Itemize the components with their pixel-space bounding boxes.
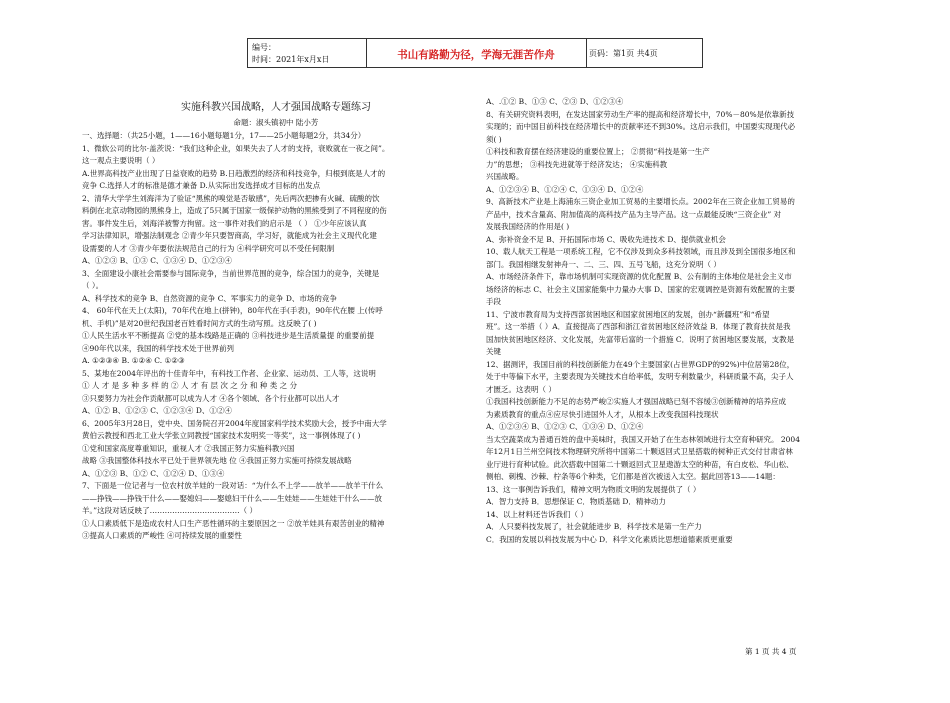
text-line: 料倒在北京动物园的黑熊身上，造成了5只属于国家一级保护动物的黑熊受到了不同程度的伤 <box>82 206 387 215</box>
right-column <box>486 96 880 546</box>
text-line: 部门。我国相继发射神舟一、二、三、四、五号飞船，这充分说明（ ） <box>486 259 721 269</box>
text-line: A、弥补资金不足 B、开拓国际市场 C、吸收先进技术 D、提供就业机会 <box>486 234 726 244</box>
text-line: 11、宁波市教育局为支持西部贫困地区和国家贫困地区的发展，创办“新疆班”和“希望 <box>486 309 770 319</box>
text-line: ④90年代以来，我国的科学技术处于世界前列 <box>82 343 235 353</box>
text-line: 须( ) <box>486 134 502 144</box>
text-line: 才匮乏。这表明（ ） <box>486 384 556 394</box>
text-line: 2、清华大学学生刘海洋为了验证“黑熊的嗅觉是否敏感”，先后两次把掺有火碱、硫酸的饮 <box>82 193 380 203</box>
text-line: A．人只要科技发展了，社会就能进步 B．科学技术是第一生产力 <box>486 522 702 531</box>
text-line: A、.①② B、①③ C、②③ D、①②③④ <box>486 97 624 106</box>
text-line: 设需要的人才 ③青少年要依法规范自己的行为 ④科学研究可以不受任何限制 <box>82 243 335 253</box>
text-line: 羊。”这段对话反映了………………………………（ ） <box>82 506 257 515</box>
text-line: 黄伯云教授和西北工业大学张立同教授“国家技术发明奖一等奖”，这一事例体现了( ) <box>82 431 361 440</box>
page-title: 实施科教兴国战略，人才强国战略专题练习 <box>181 102 371 113</box>
text-line: 14、以上材料还告诉我们（ ） <box>486 509 588 519</box>
header-page-cell <box>586 39 702 67</box>
header-page-label: 页码：第1页 共4页 <box>589 49 658 58</box>
text-line: 一、选择题：（共25小题，1——16小题每题1分，17——25小题每题2分，共34分） <box>82 131 366 140</box>
text-line: 6、2005年3月28日，党中央、国务院召开2004年度国家科学技术奖励大会，授予中南大学 <box>82 418 387 428</box>
text-line: 关键 <box>486 347 501 356</box>
text-line: 3、全面建设小康社会需要参与国际竞争，当前世界范围的竞争，综合国力的竞争，关键是 <box>82 268 380 278</box>
document-header <box>247 38 703 68</box>
text-line: 处于中等偏下水平，主要表现为关键技术自给率低，发明专利数量少，科研质量不高，尖子人 <box>486 372 794 381</box>
text-line: 产品中，技术含量高、附加值高的高科技产品为主导产品。这一点最能反映“三资企业” 对 <box>486 209 782 219</box>
text-line: ①党和国家高度尊重知识，重视人才 ②我国正努力实施科教兴国 <box>82 443 295 453</box>
text-line: A、①②③④ B、①②③ C、①③④ D、①②④ <box>486 422 644 431</box>
text-line: 侧柏、刺槐、沙棘、柠条等6个种类，它们都是首次被送入太空。据此回答13——14题： <box>486 472 780 481</box>
text-line: 年12月1日兰州空间技术物理研究所将中国第二十颗返回式卫星搭载的树种正式交付甘肃省林 <box>486 447 793 456</box>
text-line: 国加快贫困地区经济、文化发展，先富带后富的一个措施 C．说明了贫困地区要发展，支教是 <box>486 334 795 344</box>
text-line: 为素质教育的重点④应尽快引进国外人才，从根本上改变我国科技现状 <box>486 409 719 419</box>
text-line: A、①② B、①②③ C、①②③④ D、①②④ <box>82 406 232 415</box>
text-line: 班”。这一举措（ ）A．直接提高了西部和浙江省贫困地区经济效益 B．体现了教育扶贫是我 <box>486 322 791 331</box>
text-line: 当太空蔬菜成为普通百姓的盘中美味时，我国又开始了在生态林领域进行太空育种研究。 2004 <box>486 434 800 444</box>
text-line: ①我国科技创新能力不足的态势严峻②实施人才强国战略已刻不容缓③创新精神的培养应成 <box>486 397 786 406</box>
text-line: ——挣钱——挣钱干什么——娶媳妇——娶媳妇干什么——生娃娃——生娃娃干什么——放 <box>82 493 382 503</box>
text-line: 13、这一事例告诉我们，精神文明为物质文明的发展提供了（ ） <box>486 484 701 494</box>
header-motto-cell <box>366 39 587 67</box>
header-meta-cell <box>248 39 367 67</box>
left-column <box>82 100 470 543</box>
text-line: 10、载人航天工程是一项系统工程，它不仅涉及到众多科技领域，而且涉及到全国很多地区和 <box>486 247 796 256</box>
right-text-body <box>486 96 880 546</box>
text-line: A、①②③ B、①③ C、①③④ D、①②③④ <box>82 256 232 265</box>
text-line: 这一观点主要说明（ ） <box>82 156 160 165</box>
text-line: 业厅进行育种试验。此次搭载中国第二十颗返回式卫星遨游太空的种苗，有白皮松、华山松、 <box>486 459 794 469</box>
doc-time-label: 时间：2021年x月x日 <box>252 55 330 64</box>
doc-number-label: 编号： <box>252 43 276 52</box>
text-line: 实现的；而中国目前科技在经济增长中的贡献率还不到30%。这启示我们，中国要实现现代必 <box>486 122 796 131</box>
text-line: 手段 <box>486 297 501 306</box>
text-line: A. ①②③④ B. ①②④ C. ①②③ <box>82 356 185 365</box>
text-line: 7、下面是一位记者与一位农村放羊娃的一段对话：“为什么不上学——放羊——放羊干什么 <box>82 481 384 490</box>
text-line: C．我国的发展以科技发展为中心 D．科学文化素质比思想道德素质更重要 <box>486 534 733 544</box>
left-text-body <box>82 130 470 543</box>
text-line: 1、微软公司的比尔·盖茨说：“我们这种企业，如果失去了人才的支持，衰败就在一夜之间”。 <box>82 143 390 153</box>
author-line: 命题：淑头镇初中 陆小芳 <box>233 118 319 127</box>
text-line: 力”的思想； ③科技先进就等于经济发达； ④实施科教 <box>486 159 668 169</box>
page-footer: 第 1 页 共 4 页 <box>745 647 797 656</box>
text-line: 发展我国经济的作用是( ) <box>486 222 570 231</box>
text-line: 学习法律知识，增强法制观念 ②青少年只要智商高，学习好，就能成为社会主义现代化建 <box>82 231 377 240</box>
text-line: ①科技和教育摆在经济建设的重要位置上； ②贯彻“科技是第一生产 <box>486 147 710 156</box>
text-line: 竞争 C.选择人才的标准是德才兼备 D.从实际出发选择成才目标的出发点 <box>82 181 321 190</box>
text-line: 兴国战略。 <box>486 172 524 181</box>
text-line: 战略 ③我国整体科技水平已处于世界领先地 位 ④我国正努力实施可持续发展战略 <box>82 456 352 465</box>
text-line: ③提高人口素质的严峻性 ④可持续发展的重要性 <box>82 531 242 540</box>
text-line: 9、高新技术产业是上海浦东三资企业加工贸易的主要增长点。2002年在三资企业加工贸易的 <box>486 197 795 206</box>
text-line: ①人民生活水平不断提高 ②党的基本线路是正确的 ③科技进步是生活质量提 的重要前提 <box>82 331 375 340</box>
text-line: 害。事件发生后，刘海洋被警方拘留。这一事件对我们的启示是 （ ） ①少年应该认真 <box>82 218 367 228</box>
text-line: ① 人 才 是 多 种 多 样 的 ② 人 才 有 层 次 之 分 和 种 类 之 分 <box>82 381 298 390</box>
text-line: 4、 60年代在天上(太阳)，70年代在地上(拼钟)，80年代在手(手表)，90年代在腰 上(传呼 <box>82 306 383 315</box>
motto-text: 书山有路勤为径，学海无涯苦作舟 <box>397 49 555 61</box>
text-line: A．智力支持 B．思想保证 C．物质基础 D．精神动力 <box>486 497 666 506</box>
text-line: 场经济的标志 C、社会主义国家能集中力量办大事 D、国家的宏观调控是资源有效配置的主要 <box>486 284 796 294</box>
text-line: 8、有关研究资料表明，在发达国家劳动生产率的提高和经济增长中，70%－80%是依靠新技 <box>486 109 795 119</box>
text-line: A.世界高科技产业出现了日益衰败的趋势 B.日趋激烈的经济和科技竞争，归根到底是人才的 <box>82 168 386 178</box>
text-line: A、①②③ B、①② C、①②④ D、①③④ <box>82 468 225 478</box>
text-line: A、市场经济条件下，靠市场机制可实现资源的优化配置 B、公有制的主体地位是社会主义市 <box>486 272 792 281</box>
text-line: A、①②③④ B、①②④ C、①③④ D、①②④ <box>486 184 644 194</box>
text-line: A、科学技术的竞争 B、自然资源的竞争 C、军事实力的竞争 D、市场的竞争 <box>82 293 337 303</box>
text-line: 12、据测评，我国目前的科技创新能力在49个主要国家(占世界GDP的92%)中位居第28位， <box>486 359 795 369</box>
text-line: ①人口素质低下是造成农村人口生产恶性循环的主要原因之一 ②放羊娃具有艰苦创业的精神 <box>82 518 385 528</box>
text-line: （ ）。 <box>82 281 104 290</box>
text-line: 机、手机)”是对20世纪我国老百姓看时间方式的生动写照。这反映了( ) <box>82 318 317 328</box>
text-line: 5、某地在2004年评出的十佳青年中，有科技工作者、企业家、运动员、工人等，这说明 <box>82 368 376 378</box>
text-line: ③只要努力为社会作贡献都可以成为人才 ④各个领域、各个行业都可以出人才 <box>82 393 340 403</box>
